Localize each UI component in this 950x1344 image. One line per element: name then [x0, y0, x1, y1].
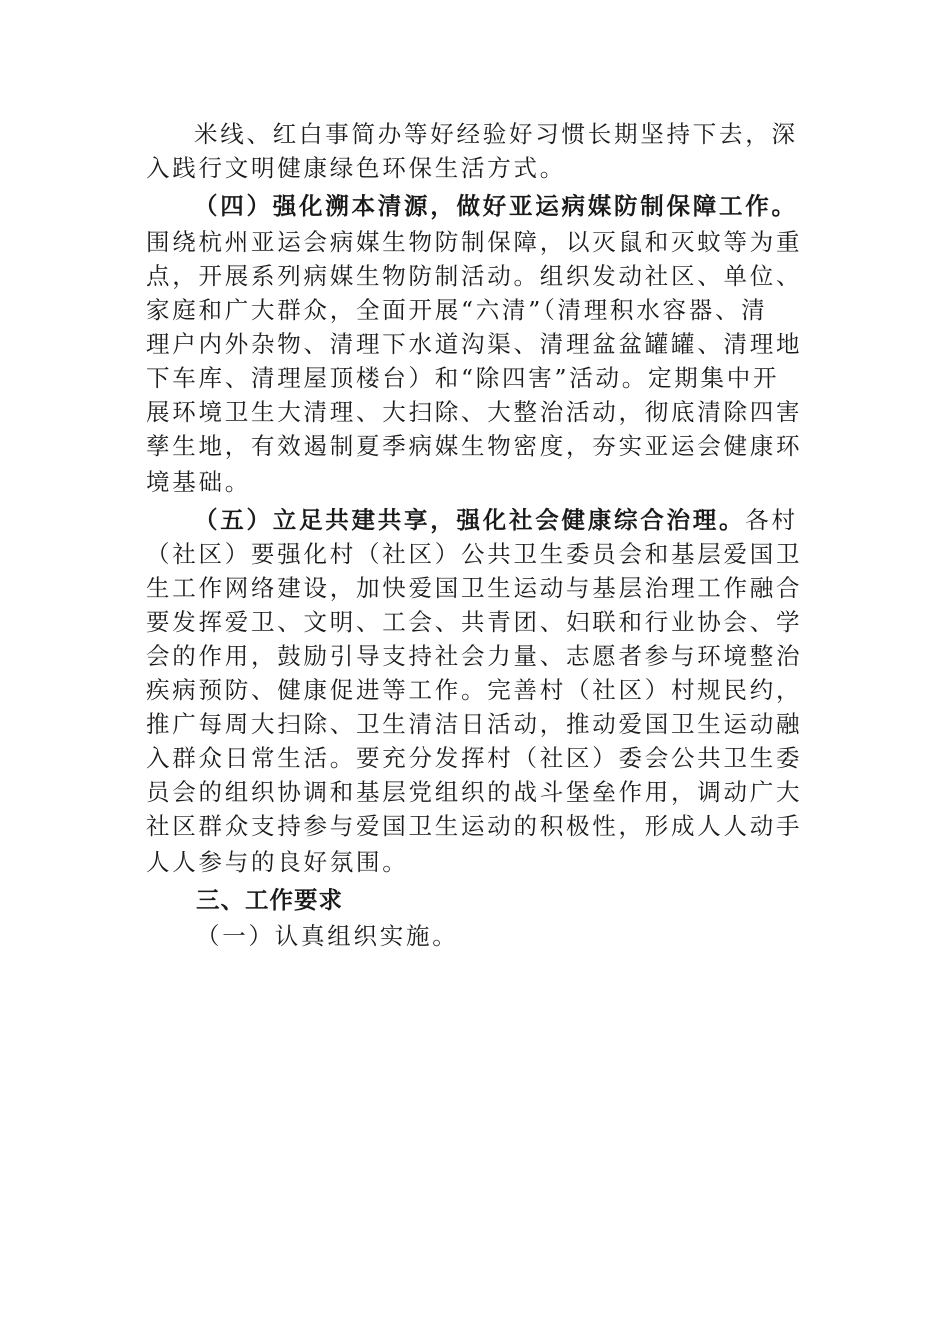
paragraph-line: 展环境卫生大清理、大扫除、大整治活动，彻底清除四害 — [146, 398, 803, 426]
section-heading-5: （五）立足共建共享，强化社会健康综合治理。 — [194, 506, 746, 534]
paragraph-line: 孳生地，有效遏制夏季病媒生物密度，夯实亚运会健康环 — [146, 432, 803, 460]
paragraph-line: 推广每周大扫除、卫生清洁日活动，推动爱国卫生运动融 — [146, 710, 803, 738]
paragraph-line: 要发挥爱卫、文明、工会、共青团、妇联和行业协会、学 — [146, 608, 803, 636]
section-heading-4: （四）强化溯本清源，做好亚运病媒防制保障工作。 — [194, 192, 798, 220]
paragraph-line: （社区）要强化村（社区）公共卫生委员会和基层爱国卫 — [146, 540, 803, 568]
paragraph-line: 疾病预防、健康促进等工作。完善村（社区）村规民约， — [146, 676, 803, 704]
paragraph-line: 入群众日常生活。要充分发挥村（社区）委会公共卫生委 — [146, 744, 803, 772]
paragraph-line: 境基础。 — [146, 468, 251, 496]
paragraph-line: 生工作网络建设，加快爱国卫生运动与基层治理工作融合 — [146, 574, 803, 602]
paragraph-line: 围绕杭州亚运会病媒生物防制保障，以灭鼠和灭蚊等为重 — [146, 228, 803, 256]
paragraph-line: 家庭和广大群众，全面开展“六清”（清理积水容器、清 — [146, 296, 768, 324]
section-heading-5-line — [194, 504, 798, 536]
paragraph-text: 各村 — [745, 506, 798, 534]
paragraph-line: 入践行文明健康绿色环保生活方式。 — [146, 154, 566, 182]
paragraph-line: 员会的组织协调和基层党组织的战斗堡垒作用，调动广大 — [146, 778, 803, 806]
section-heading-3: 三、工作要求 — [196, 886, 343, 914]
paragraph-line: 会的作用，鼓励引导支持社会力量、志愿者参与环境整治 — [146, 642, 803, 670]
paragraph-line: 米线、红白事简办等好经验好习惯长期坚持下去，深 — [194, 120, 798, 148]
paragraph-line: 人人参与的良好氛围。 — [146, 848, 409, 876]
subsection-heading: （一）认真组织实施。 — [196, 922, 459, 950]
paragraph-line: 社区群众支持参与爱国卫生运动的积极性，形成人人动手 — [146, 812, 803, 840]
paragraph-line: 下车库、清理屋顶楼台）和“除四害”活动。定期集中开 — [146, 364, 780, 392]
paragraph-line: 理户内外杂物、清理下水道沟渠、清理盆盆罐罐、清理地 — [146, 330, 803, 358]
paragraph-line: 点，开展系列病媒生物防制活动。组织发动社区、单位、 — [146, 262, 803, 290]
